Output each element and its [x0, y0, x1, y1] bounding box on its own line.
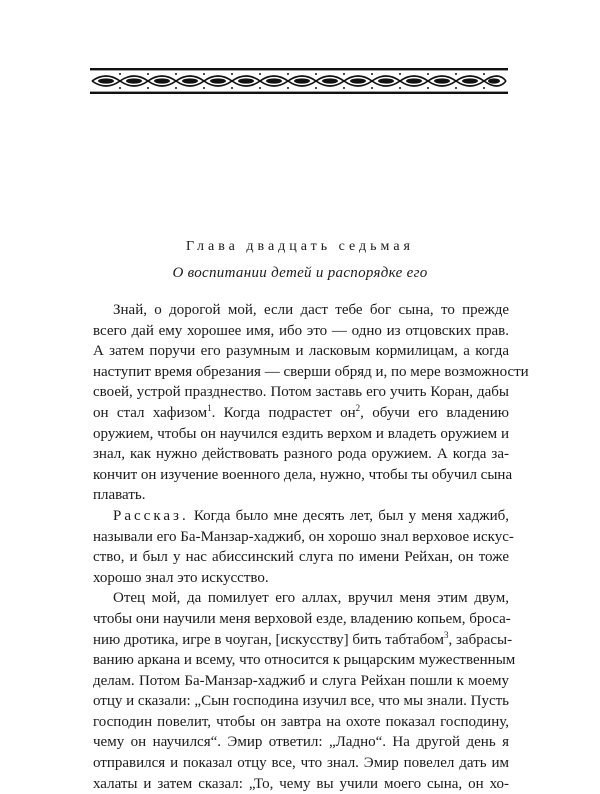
text-line: он стал хафизом$^1$. Когда подрастет $он^2$, обучи его владению: [93, 402, 509, 421]
text-line: ство, и был у нас абиссинский слуга по имени Рейхан, он тоже: [93, 549, 509, 566]
text-line: оружием, чтобы он научился ездить верхом и владеть оружием и: [93, 425, 509, 442]
text-line: Отец мой, да помилует его аллах, вручил меня этим двум,: [113, 590, 509, 607]
text-line: чтобы они научили меня верховой езде, владению копьем, броса-: [93, 610, 511, 627]
text-line: Рассказ. Когда было мне десять лет, был у меня хаджиб,: [113, 507, 509, 524]
story-label: Рассказ.: [113, 507, 189, 524]
chapter-title: Глава двадцать седьмая: [186, 239, 414, 254]
text-line: делам. Потом Ба-Манзар-хаджиб и слуга Рейхан пошли к моему: [93, 672, 509, 689]
text-line: называли его Ба-Манзар-хаджиб, он хорошо знал верховое искус-: [93, 528, 514, 545]
text-line: хорошо знал это искусство.: [93, 569, 269, 586]
footnote-mark[interactable]: 2: [355, 402, 361, 413]
text-line: плавать.: [93, 487, 146, 504]
text-line: нию дротика, игре в чоуган, [искусству] бить табтабом$^3$, забрасы-: [93, 629, 513, 648]
text-line: чему он научился“. Эмир ответил: „Ладно“. На другой день я: [93, 734, 509, 751]
text-line: отцу и сказали: „Сын господина изучил все, что мы знали. Пусть: [93, 693, 510, 710]
text-line: наступит время обрезания — сверши обряд и, по мере возможности: [93, 363, 529, 380]
footnote-mark[interactable]: 3: [443, 629, 449, 640]
text-line: всего дай ему хорошее имя, ибо это — одно из отцовских прав.: [93, 322, 509, 339]
text-line: Знай, о дорогой мой, если даст тебе бог сына, то прежде: [113, 302, 509, 318]
footnote-mark[interactable]: 1: [207, 402, 212, 413]
ornament-band-icon: [90, 68, 508, 94]
text-line: знал, как нужно действовать разного рода оружием. А когда за-: [93, 446, 509, 463]
text-line: своей, устрой празднество. Потом заставь его учить Коран, дабы: [93, 384, 509, 401]
chapter-subtitle: О воспитании детей и распорядке его: [172, 265, 428, 281]
text-line: отправился и показал отцу все, что знал. Эмир повелел дать им: [93, 755, 509, 772]
text-line: кончит он изучение военного дела, нужно, чтобы ты обучил сына: [93, 466, 513, 483]
body-text: [93, 300, 529, 794]
text-line: господин повелит, чтобы он завтра на охоте показал господину,: [93, 713, 509, 730]
text-line: А затем поручи его разумным и ласковым кормилицам, а когда: [93, 343, 509, 360]
text-line: халаты и затем сказал: „То, чему вы учили моего сына, он хо-: [93, 775, 509, 792]
text-line: ванию аркана и всему, что относится к рыцарским мужественным: [93, 652, 516, 669]
